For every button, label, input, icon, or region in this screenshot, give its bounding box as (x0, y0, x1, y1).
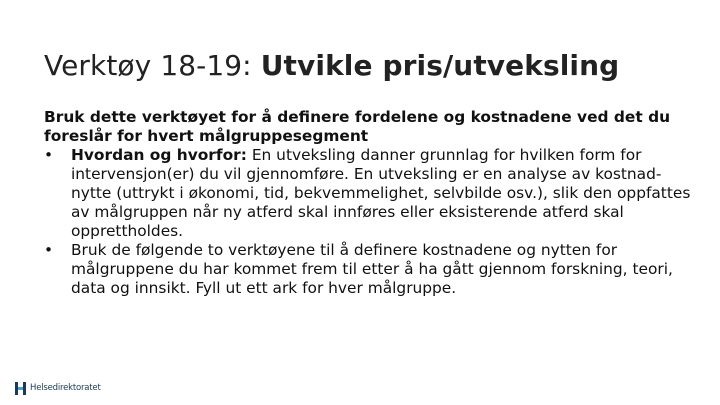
bullet-lead: Hvordan og hvorfor: (71, 146, 247, 164)
slide-body (44, 108, 694, 298)
bullet-list (44, 146, 694, 298)
bullet-text: En utveksling danner grunnlag for hvilken form for intervensjon(er) du vil gjennomføre. En utveksling er en analyse av kostnad-nytte (uttrykt i økonomi, tid, bekvemmelighet, selvbilde osv.), slik den oppfattes av målgruppen når ny atferd skal innføres eller eksisterende atferd skal opprettholdes. (71, 146, 691, 240)
logo-text: Helsedirektoratet (30, 383, 101, 393)
footer-logo (14, 380, 101, 396)
intro-text: Bruk dette verktøyet for å definere fordelene og kostnadene ved det du foreslår for hvert målgruppesegment (44, 108, 671, 145)
bullet-text: Bruk de følgende to verktøyene til å definere kostnadene og nytten for målgruppene du har kommet frem til etter å ha gått gjennom forskning, teori, data og innsikt. Fyll ut ett ark for hver målgruppe. (71, 241, 673, 297)
slide-title-prefix: Verktøy 18-19: (44, 49, 261, 82)
helsedirektoratet-logo-icon (14, 382, 27, 395)
bullet-item-use-tools (44, 241, 694, 298)
slide-title-bold: Utvikle pris/utveksling (260, 49, 620, 82)
slide-title (44, 46, 704, 86)
bullet-item-how-and-why (44, 146, 694, 241)
bullet-dot: • (44, 241, 54, 259)
bullet-dot: • (44, 146, 54, 164)
